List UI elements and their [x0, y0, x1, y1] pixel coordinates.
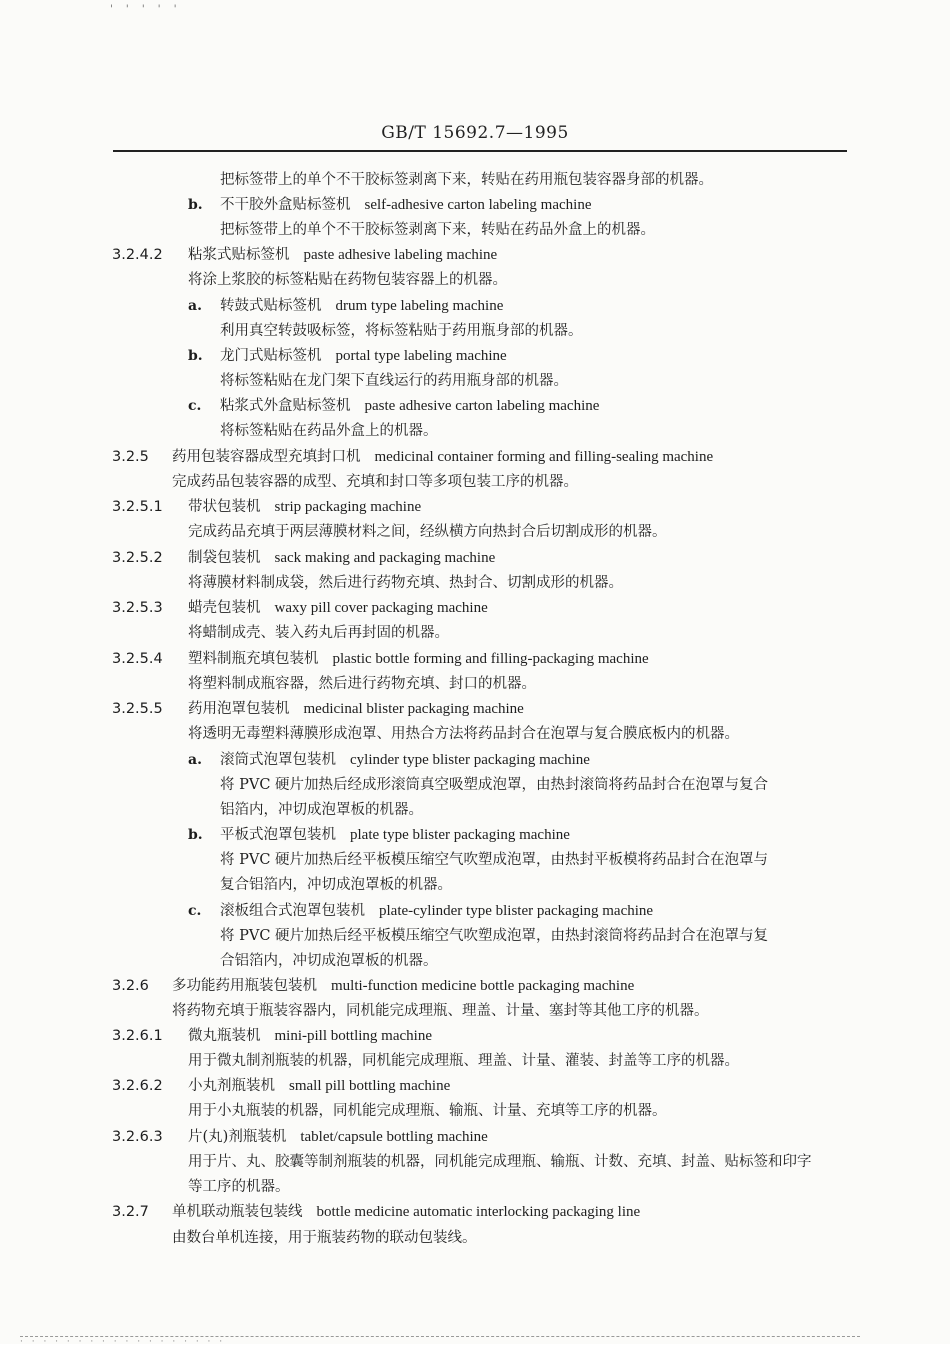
definition-text: 将药物充填于瓶装容器内，同机能完成理瓶、理盖、计量、塞封等其他工序的机器。 [172, 1003, 709, 1019]
term-heading [220, 296, 503, 316]
term-en: waxy pill cover packaging machine [274, 600, 488, 616]
clause-number: 3.2.6.1 [112, 1028, 163, 1044]
term-zh: 片(丸)剂瓶装机 [188, 1129, 287, 1145]
term-zh: 单机联动瓶装包装线 [172, 1204, 303, 1220]
term-zh: 带状包装机 [188, 499, 261, 515]
term-heading [188, 1026, 432, 1046]
definition-text: 由数台单机连接，用于瓶装药物的联动包装线。 [172, 1230, 477, 1246]
item-marker: a. [188, 298, 202, 314]
term-en: strip packaging machine [274, 499, 422, 515]
term-zh: 微丸瓶装机 [188, 1028, 261, 1044]
term-heading [220, 346, 507, 366]
term-en: cylinder type blister packaging machine [350, 752, 590, 768]
term-zh: 药用泡罩包装机 [188, 701, 290, 717]
term-zh: 龙门式贴标签机 [220, 348, 322, 364]
term-en: paste adhesive labeling machine [303, 247, 498, 263]
term-en: portal type labeling machine [335, 348, 507, 364]
definition-text: 完成药品包装容器的成型、充填和封口等多项包装工序的机器。 [172, 474, 578, 490]
term-en: tablet/capsule bottling machine [300, 1129, 488, 1145]
definition-text: 将塑料制成瓶容器，然后进行药物充填、封口的机器。 [188, 676, 536, 692]
definition-text: 将 PVC 硬片加热后经平板模压缩空气吹塑成泡罩，由热封滚筒将药品封合在泡罩与复 [220, 928, 769, 944]
term-heading [188, 548, 495, 568]
definition-text: 将 PVC 硬片加热后经成形滚筒真空吸塑成泡罩，由热封滚筒将药品封合在泡罩与复合 [220, 777, 769, 793]
term-heading [220, 825, 570, 845]
clause-number: 3.2.4.2 [112, 247, 163, 263]
definition-text: 将涂上浆胶的标签粘贴在药物包装容器上的机器。 [188, 272, 507, 288]
term-heading [188, 1076, 450, 1096]
definition-text: 等工序的机器。 [188, 1179, 290, 1195]
clause-number: 3.2.5.2 [112, 550, 163, 566]
term-zh: 平板式泡罩包装机 [220, 827, 336, 843]
clause-number: 3.2.7 [112, 1204, 149, 1220]
item-marker: c. [188, 903, 202, 919]
term-zh: 粘浆式外盒贴标签机 [220, 398, 351, 414]
term-en: small pill bottling machine [289, 1078, 451, 1094]
definition-text: 把标签带上的单个不干胶标签剥离下来，转贴在药品外盒上的机器。 [220, 222, 655, 238]
term-en: plastic bottle forming and filling-packaging machine [332, 651, 649, 667]
clause-number: 3.2.5.5 [112, 701, 163, 717]
term-zh: 药用包装容器成型充填封口机 [172, 449, 361, 465]
definition-text: 铝箔内，冲切成泡罩板的机器。 [220, 802, 423, 818]
term-heading [220, 396, 599, 416]
term-en: paste adhesive carton labeling machine [364, 398, 600, 414]
definition-text: 用于微丸制剂瓶装的机器，同机能完成理瓶、理盖、计量、灌装、封盖等工序的机器。 [188, 1053, 739, 1069]
definition-text: 用于片、丸、胶囊等制剂瓶装的机器，同机能完成理瓶、输瓶、计数、充填、封盖、贴标签和印字 [188, 1154, 812, 1170]
term-heading [172, 976, 634, 996]
item-marker: a. [188, 752, 202, 768]
term-heading [188, 598, 488, 618]
term-heading [220, 750, 590, 770]
term-en: sack making and packaging machine [274, 550, 496, 566]
term-en: plate type blister packaging machine [350, 827, 570, 843]
term-en: drum type labeling machine [335, 298, 504, 314]
term-en: medicinal blister packaging machine [303, 701, 524, 717]
term-heading [220, 901, 653, 921]
term-heading [172, 447, 713, 467]
term-en: plate-cylinder type blister packaging machine [379, 903, 654, 919]
term-heading [188, 245, 497, 265]
term-en: multi-function medicine bottle packaging machine [331, 978, 635, 994]
scan-artifact-top: ' ' ' ' ' [110, 4, 182, 15]
definition-text: 完成药品充填于两层薄膜材料之间，经纵横方向热封合后切割成形的机器。 [188, 524, 667, 540]
term-zh: 转鼓式贴标签机 [220, 298, 322, 314]
item-marker: b. [188, 827, 203, 843]
term-heading [172, 1202, 640, 1222]
clause-number: 3.2.5.1 [112, 499, 163, 515]
term-zh: 不干胶外盒贴标签机 [220, 197, 351, 213]
clause-number: 3.2.6.3 [112, 1129, 163, 1145]
page-header: GB/T 15692.7—1995 [381, 123, 569, 143]
definition-text: 将标签粘贴在药品外盒上的机器。 [220, 423, 438, 439]
clause-number: 3.2.6 [112, 978, 149, 994]
scan-edge-artifact [20, 1336, 860, 1347]
term-heading [188, 699, 524, 719]
term-zh: 塑料制瓶充填包装机 [188, 651, 319, 667]
term-heading [188, 1127, 488, 1147]
term-zh: 制袋包装机 [188, 550, 261, 566]
term-heading [188, 649, 649, 669]
definition-text: 将薄膜材料制成袋，然后进行药物充填、热封合、切割成形的机器。 [188, 575, 623, 591]
term-en: self-adhesive carton labeling machine [364, 197, 592, 213]
term-zh: 粘浆式贴标签机 [188, 247, 290, 263]
term-en: mini-pill bottling machine [274, 1028, 432, 1044]
term-zh: 蜡壳包装机 [188, 600, 261, 616]
definition-text: 复合铝箔内，冲切成泡罩板的机器。 [220, 877, 452, 893]
term-en: medicinal container forming and filling-sealing machine [374, 449, 714, 465]
term-zh: 滚筒式泡罩包装机 [220, 752, 336, 768]
scan-edge-marks: · · · · · · · · · · · · · · · · · · [20, 1337, 226, 1347]
item-marker: b. [188, 348, 203, 364]
definition-text: 把标签带上的单个不干胶标签剥离下来，转贴在药用瓶包装容器身部的机器。 [220, 172, 713, 188]
definition-text: 合铝箔内，冲切成泡罩板的机器。 [220, 953, 438, 969]
term-heading [220, 195, 592, 215]
item-marker: b. [188, 197, 203, 213]
clause-number: 3.2.6.2 [112, 1078, 163, 1094]
definition-text: 将标签粘贴在龙门架下直线运行的药用瓶身部的机器。 [220, 373, 568, 389]
term-heading [188, 497, 421, 517]
definition-text: 用于小丸瓶装的机器，同机能完成理瓶、输瓶、计量、充填等工序的机器。 [188, 1103, 667, 1119]
term-zh: 滚板组合式泡罩包装机 [220, 903, 365, 919]
item-marker: c. [188, 398, 202, 414]
clause-number: 3.2.5.3 [112, 600, 163, 616]
definition-text: 将 PVC 硬片加热后经平板模压缩空气吹塑成泡罩，由热封平板模将药品封合在泡罩与 [220, 852, 769, 868]
definition-text: 利用真空转鼓吸标签，将标签粘贴于药用瓶身部的机器。 [220, 323, 583, 339]
definition-text: 将蜡制成壳、装入药丸后再封固的机器。 [188, 625, 449, 641]
definition-text: 将透明无毒塑料薄膜形成泡罩、用热合方法将药品封合在泡罩与复合膜底板内的机器。 [188, 726, 739, 742]
term-en: bottle medicine automatic interlocking packaging line [316, 1204, 641, 1220]
header-rule [113, 150, 847, 152]
term-zh: 小丸剂瓶装机 [188, 1078, 275, 1094]
clause-number: 3.2.5 [112, 449, 149, 465]
term-zh: 多功能药用瓶装包装机 [172, 978, 317, 994]
clause-number: 3.2.5.4 [112, 651, 163, 667]
